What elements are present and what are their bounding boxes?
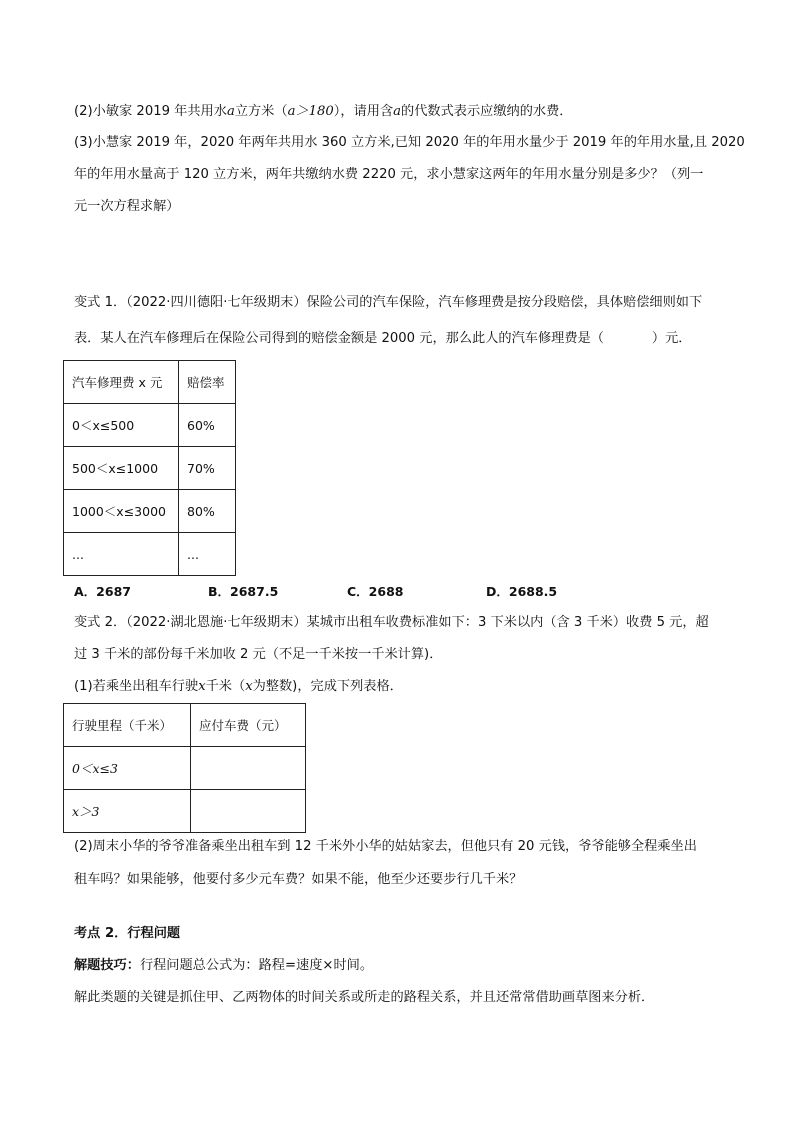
option-d: D．2688.5 — [486, 584, 558, 599]
table-cell: 500＜x≤1000 — [64, 447, 179, 490]
var-a: a — [226, 104, 235, 119]
table-cell: 70% — [179, 447, 236, 490]
table-cell: ... — [64, 533, 179, 576]
taxi-fare-table — [63, 703, 306, 833]
q2-part3-line1: (3)小慧家 2019 年，2020 年两年共用水 360 立方米,已知 2020 年的年用水量少于 2019 年的年用水量,且 2020 — [74, 135, 745, 150]
table-row — [64, 447, 236, 490]
table-cell: ... — [179, 533, 236, 576]
table-row — [64, 404, 236, 447]
repair-fee-table — [63, 360, 236, 576]
variant2-part1-mid: 千米（ — [205, 679, 246, 694]
table-row — [64, 747, 306, 790]
table-header-cell: 赔偿率 — [179, 361, 236, 404]
variant2-part2-line1: (2)周末小华的爷爷准备乘坐出租车到 12 千米外小华的姑姑家去，但他只有 20 元钱，爷爷能够全程乘坐出 — [74, 839, 697, 854]
q2-part3-line3: 元一次方程求解） — [74, 199, 180, 214]
q2-part2-post: 的代数式表示应缴纳的水费． — [401, 104, 573, 119]
tip-line1 — [74, 957, 373, 975]
table-cell: x＞3 — [64, 790, 191, 833]
option-c: C．2688 — [347, 584, 404, 599]
table-row — [64, 490, 236, 533]
variant1-line2-post: ）元． — [651, 331, 692, 346]
table-header-row — [64, 704, 306, 747]
table-cell — [191, 747, 306, 790]
option-b: B．2687.5 — [208, 584, 279, 599]
tip-text: 行程问题总公式为：路程=速度×时间。 — [139, 958, 374, 973]
tip-line2: 解此类题的关键是抓住甲、乙两物体的时间关系或所走的路程关系，并且还常常借助画草图来分析． — [74, 990, 655, 1005]
variant2-part2-line2: 租车吗？如果能够，他要付多少元车费？如果不能，他至少还要步行几千米？ — [74, 872, 523, 887]
variant1-line2 — [74, 330, 691, 348]
variant2-part1-pre: (1)若乘坐出租车行驶 — [74, 679, 199, 694]
variant1-line1: 变式 1．（2022·四川德阳·七年级期末）保险公司的汽车保险，汽车修理费是按分段赔偿，具体赔偿细则如下 — [74, 295, 703, 310]
var-x: x — [198, 679, 206, 694]
variant2-line2: 过 3 千米的部份每千米加收 2 元（不足一千米按一千米计算)． — [74, 647, 443, 662]
table-cell — [191, 790, 306, 833]
table-cell: 60% — [179, 404, 236, 447]
table-cell: 0＜x≤3 — [64, 747, 191, 790]
table-cell: 80% — [179, 490, 236, 533]
table-row — [64, 533, 236, 576]
table-row — [64, 790, 306, 833]
var-x-2: x — [245, 679, 253, 694]
q2-part2 — [74, 103, 572, 121]
variant2-part1-post: 为整数)，完成下列表格． — [252, 679, 403, 694]
option-a: A．2687 — [74, 584, 131, 599]
section-title: 考点 2．行程问题 — [74, 926, 181, 941]
table-header-cell: 应付车费（元） — [191, 704, 306, 747]
condition-a: a＞180 — [287, 104, 334, 119]
variant1-line2-pre: 表．某人在汽车修理后在保险公司得到的赔偿金额是 2000 元，那么此人的汽车修理费是（ — [74, 331, 604, 346]
table-header-row — [64, 361, 236, 404]
q2-part2-pre: (2)小敏家 2019 年共用水 — [74, 104, 227, 119]
var-a-2: a — [393, 104, 402, 119]
q2-part2-mid2: ），请用含 — [333, 104, 394, 119]
q2-part3-line2: 年的年用水量高于 120 立方米，两年共缴纳水费 2220 元，求小慧家这两年的年用水量分别是多少？（列一 — [74, 167, 704, 182]
tip-label: 解题技巧： — [74, 958, 140, 973]
table-header-cell: 汽车修理费 x 元 — [64, 361, 179, 404]
variant2-line1: 变式 2．（2022·湖北恩施·七年级期末）某城市出租车收费标准如下：3 下米以内（含 3 千米）收费 5 元，超 — [74, 615, 709, 630]
table-header-cell: 行驶里程（千米） — [64, 704, 191, 747]
q2-part2-mid: 立方米（ — [234, 104, 288, 119]
table-cell: 1000＜x≤3000 — [64, 490, 179, 533]
variant2-part1 — [74, 678, 403, 696]
table-cell: 0＜x≤500 — [64, 404, 179, 447]
